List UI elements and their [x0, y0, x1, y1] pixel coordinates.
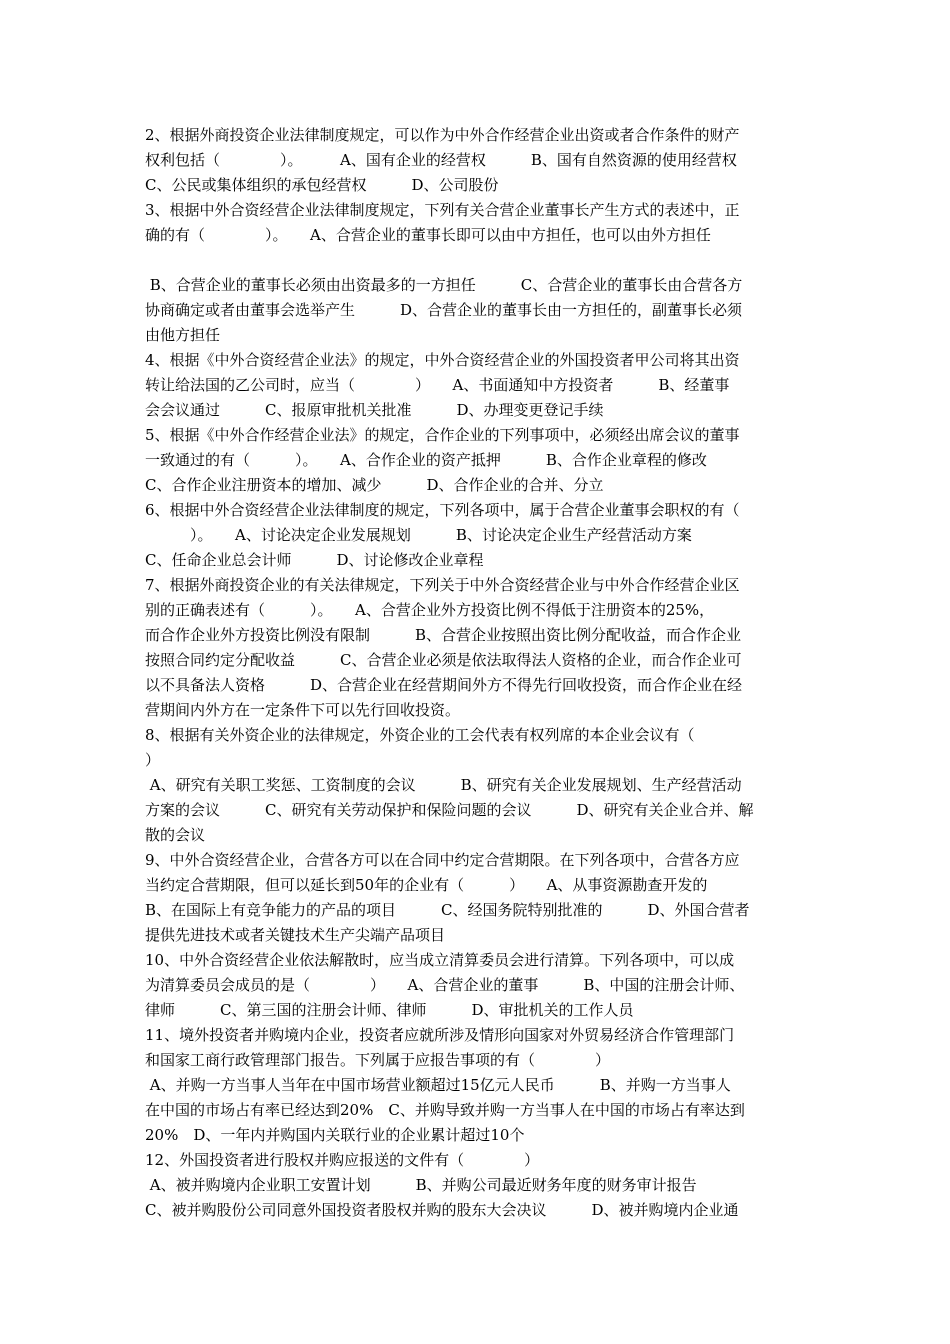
text-line: 当约定合营期限，但可以延长到50年的企业有（ ） A、从事资源勘查开发的 — [145, 876, 708, 894]
text-line: 9、中外合资经营企业，合营各方可以在合同中约定合营期限。在下列各项中，合营各方应 — [145, 851, 740, 869]
text-line: C、公民或集体组织的承包经营权 D、公司股份 — [145, 176, 499, 194]
text-line: B、合营企业的董事长必须由出资最多的一方担任 C、合营企业的董事长由合营各方 — [145, 276, 743, 294]
text-line: A、研究有关职工奖惩、工资制度的会议 B、研究有关企业发展规划、生产经营活动 — [145, 776, 742, 794]
text-line: 3、根据中外合资经营企业法律制度规定，下列有关合营企业董事长产生方式的表述中，正 — [145, 201, 740, 219]
text-line: 5、根据《中外合作经营企业法》的规定，合作企业的下列事项中，必须经出席会议的董事 — [145, 426, 740, 444]
text-line: 20% D、一年内并购国内关联行业的企业累计超过10个 — [145, 1126, 525, 1144]
text-line: 营期间内外方在一定条件下可以先行回收投资。 — [145, 701, 461, 719]
text-line: 会会议通过 C、报原审批机关批准 D、办理变更登记手续 — [145, 401, 604, 419]
text-line: 10、中外合资经营企业依法解散时，应当成立清算委员会进行清算。下列各项中，可以成 — [145, 951, 735, 969]
text-line: 一致通过的有（ ）。 A、合作企业的资产抵押 B、合作企业章程的修改 — [145, 451, 707, 469]
text-line: 12、外国投资者进行股权并购应报送的文件有（ ） — [145, 1151, 540, 1169]
text-line: 由他方担任 — [145, 326, 221, 344]
text-line: C、任命企业总会计师 D、讨论修改企业章程 — [145, 551, 484, 569]
text-line: 转让给法国的乙公司时，应当（ ） A、书面通知中方投资者 B、经董事 — [145, 376, 730, 394]
text-line: 11、境外投资者并购境内企业，投资者应就所涉及情形向国家对外贸易经济合作管理部门 — [145, 1026, 735, 1044]
text-line: C、被并购股份公司同意外国投资者股权并购的股东大会决议 D、被并购境内企业通 — [145, 1201, 739, 1219]
text-line: 按照合同约定分配收益 C、合营企业必须是依法取得法人资格的企业，而合作企业可 — [145, 651, 742, 669]
text-line: A、被并购境内企业职工安置计划 B、并购公司最近财务年度的财务审计报告 — [145, 1176, 697, 1194]
text-line: 和国家工商行政管理部门报告。下列属于应报告事项的有（ ） — [145, 1051, 611, 1069]
text-line: B、在国际上有竞争能力的产品的项目 C、经国务院特别批准的 D、外国合营者 — [145, 901, 750, 919]
text-line: 7、根据外商投资企业的有关法律规定，下列关于中外合资经营企业与中外合作经营企业区 — [145, 576, 740, 594]
text-line: ） — [145, 751, 161, 769]
text-line: 权利包括（ ）。 A、国有企业的经营权 B、国有自然资源的使用经营权 — [145, 151, 737, 169]
text-line: 律师 C、第三国的注册会计师、律师 D、审批机关的工作人员 — [145, 1001, 634, 1019]
text-line: 方案的会议 C、研究有关劳动保护和保险问题的会议 D、研究有关企业合并、解 — [145, 801, 754, 819]
text-line: 4、根据《中外合资经营企业法》的规定，中外合资经营企业的外国投资者甲公司将其出资 — [145, 351, 740, 369]
text-line: 8、根据有关外资企业的法律规定，外资企业的工会代表有权列席的本企业会议有（ — [145, 726, 695, 744]
text-line: ）。 A、讨论决定企业发展规划 B、讨论决定企业生产经营活动方案 — [145, 526, 692, 544]
text-line: 在中国的市场占有率已经达到20% C、并购导致并购一方当事人在中国的市场占有率达到 — [145, 1101, 745, 1119]
text-line: 以不具备法人资格 D、合营企业在经营期间外方不得先行回收投资，而合作企业在经 — [145, 676, 743, 694]
text-line: 2、根据外商投资企业法律制度规定，可以作为中外合作经营企业出资或者合作条件的财产 — [145, 126, 740, 144]
text-line: 为清算委员会成员的是（ ） A、合营企业的董事 B、中国的注册会计师、 — [145, 976, 745, 994]
text-line: 提供先进技术或者关键技术生产尖端产品项目 — [145, 926, 446, 944]
text-line: 6、根据中外合资经营企业法律制度的规定，下列各项中，属于合营企业董事会职权的有（ — [145, 501, 740, 519]
text-line: C、合作企业注册资本的增加、减少 D、合作企业的合并、分立 — [145, 476, 604, 494]
text-line: 别的正确表述有（ ）。 A、合营企业外方投资比例不得低于注册资本的25%， — [145, 601, 715, 619]
blank-line — [145, 248, 825, 273]
text-line: 散的会议 — [145, 826, 206, 844]
text-line: 确的有（ ）。 A、合营企业的董事长即可以由中方担任，也可以由外方担任 — [145, 226, 711, 244]
text-line: 协商确定或者由董事会选举产生 D、合营企业的董事长由一方担任的，副董事长必须 — [145, 301, 743, 319]
text-line: A、并购一方当事人当年在中国市场营业额超过15亿元人民币 B、并购一方当事人 — [145, 1076, 731, 1094]
text-line: 而合作企业外方投资比例没有限制 B、合营企业按照出资比例分配收益，而合作企业 — [145, 626, 742, 644]
